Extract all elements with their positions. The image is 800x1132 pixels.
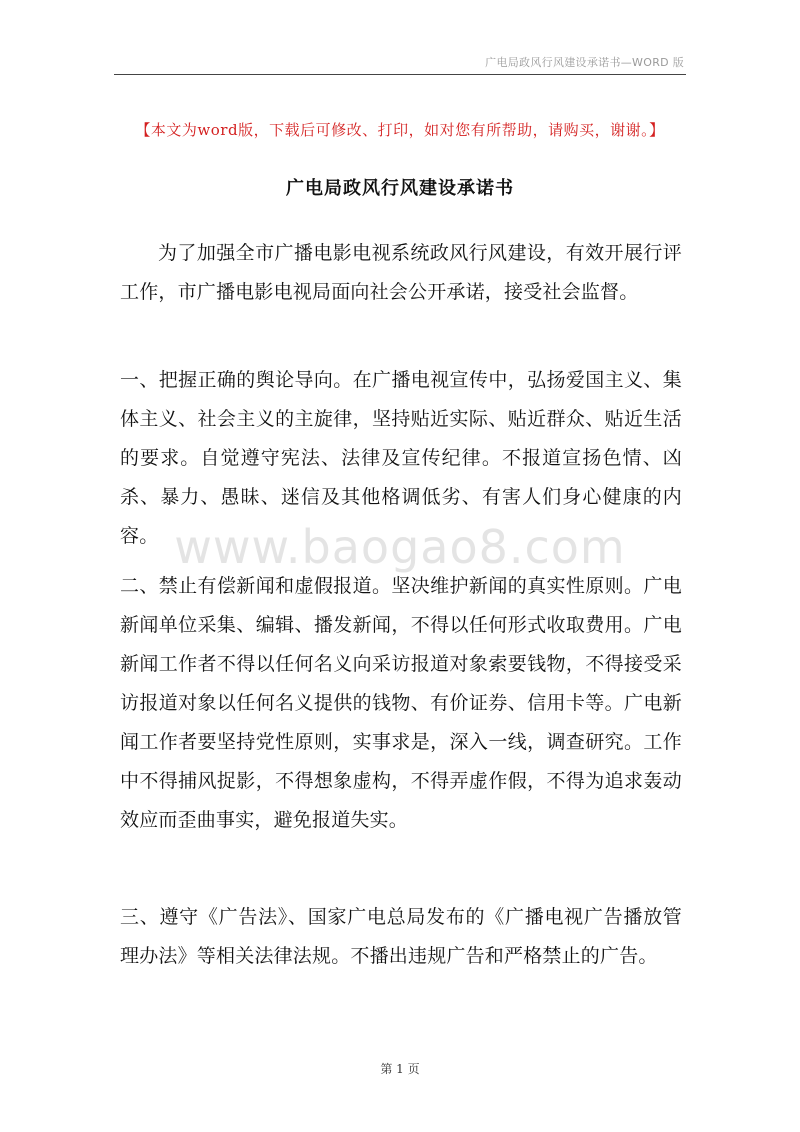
watermark-text: www.baogao8.com bbox=[174, 520, 626, 574]
running-header: 广电局政风行风建设承诺书—WORD 版 bbox=[485, 56, 684, 69]
section-1-paragraph: 一、把握正确的舆论导向。在广播电视宣传中，弘扬爱国主义、集体主义、社会主义的主旋律，坚持贴近实际、贴近群众、贴近生活的要求。自觉遵守宪法、法律及宣传纪律。不报道宣扬色情、凶杀、暴力、愚昧、迷信及其他格调低劣、有害人们身心健康的内容。 bbox=[120, 369, 682, 547]
section-3-paragraph: 三、遵守《广告法》、国家广电总局发布的《广播电视广告播放管理办法》等相关法律法规。不播出违规广告和严格禁止的广告。 bbox=[120, 906, 682, 967]
section-2-paragraph: 二、禁止有偿新闻和虚假报道。坚决维护新闻的真实性原则。广电新闻单位采集、编辑、播发新闻，不得以任何形式收取费用。广电新闻工作者不得以任何名义向采访报道对象索要钱物，不得接受采访报道对象以任何名义提供的钱物、有价证券、信用卡等。广电新闻工作者要坚持党性原则，实事求是，深入一线，调查研究。工作中不得捕风捉影，不得想象虚构，不得弄虚作假，不得为追求轰动效应而歪曲事实，避免报道失实。 bbox=[120, 575, 682, 831]
header-divider bbox=[114, 74, 686, 75]
page-number: 第 1 页 bbox=[380, 1062, 420, 1076]
download-notice: 【本文为word版，下载后可修改、打印，如对您有所帮助，请购买，谢谢。】 bbox=[135, 121, 665, 139]
document-title: 广电局政风行风建设承诺书 bbox=[286, 178, 514, 199]
intro-paragraph: 为了加强全市广播电影电视系统政风行风建设，有效开展行评工作，市广播电影电视局面向社会公开承诺，接受社会监督。 bbox=[120, 242, 682, 303]
